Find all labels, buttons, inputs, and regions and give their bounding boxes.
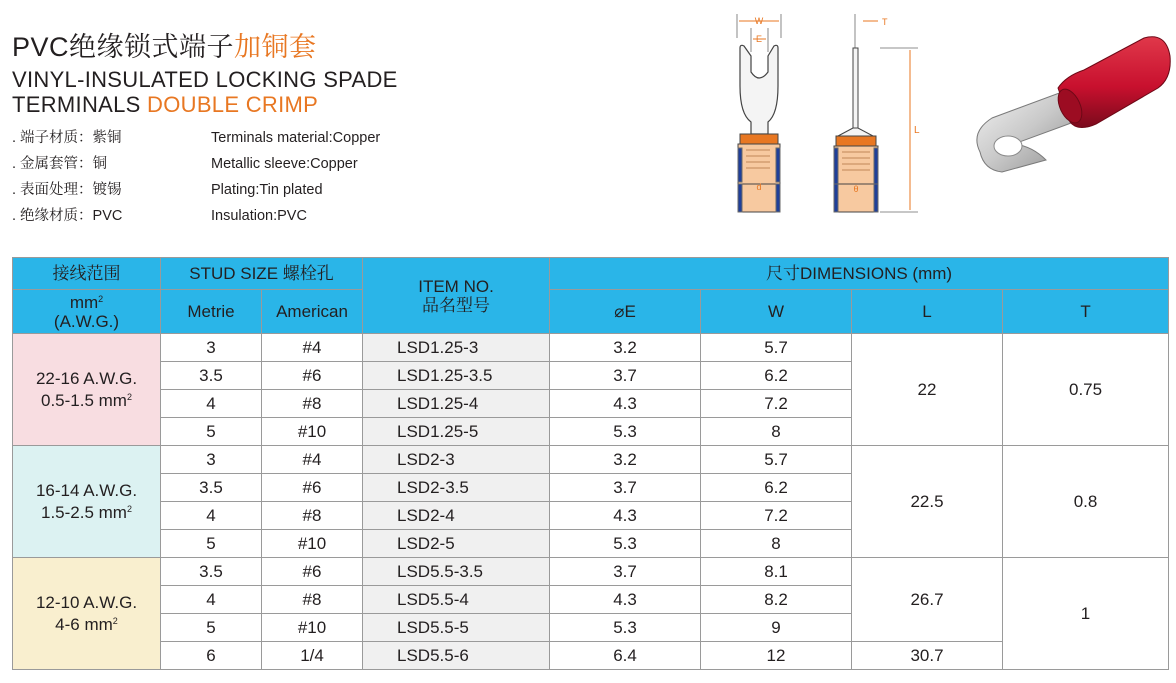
cell-item-no: LSD1.25-5: [363, 418, 550, 446]
header-w: W: [701, 290, 852, 334]
cell-l: 30.7: [852, 642, 1003, 670]
header-metric: Metrie: [161, 290, 262, 334]
cell-e: 3.7: [550, 362, 701, 390]
title-en-accent: DOUBLE CRIMP: [147, 92, 319, 117]
group-range-cell: [13, 446, 161, 558]
cell-metric: 3.5: [161, 362, 262, 390]
cell-metric: 5: [161, 418, 262, 446]
drawing-label-d: d: [756, 182, 762, 192]
cell-e: 4.3: [550, 502, 701, 530]
cell-e: 4.3: [550, 390, 701, 418]
cell-metric: 3.5: [161, 558, 262, 586]
header-l: L: [852, 290, 1003, 334]
cell-e: 3.2: [550, 446, 701, 474]
cell-item-no: LSD5.5-4: [363, 586, 550, 614]
header-unit-awg: (A.W.G.): [53, 311, 120, 331]
cell-american: #8: [262, 502, 363, 530]
cell-e: 6.4: [550, 642, 701, 670]
group-mm: 0.5-1.5 mm: [41, 390, 127, 410]
cell-american: #6: [262, 558, 363, 586]
spec-en: Plating:Tin plated: [211, 182, 323, 198]
title-en-line2-main: TERMINALS: [12, 92, 141, 117]
cell-metric: 4: [161, 390, 262, 418]
cell-american: #10: [262, 530, 363, 558]
header-american: American: [262, 290, 363, 334]
drawing-label-w: W: [754, 16, 764, 26]
side-view: [834, 14, 918, 212]
cell-american: #6: [262, 474, 363, 502]
header-item-cn: 品名型号: [422, 295, 491, 315]
table-row: [13, 334, 1169, 362]
cell-item-no: LSD2-5: [363, 530, 550, 558]
cell-metric: 4: [161, 586, 262, 614]
header-unit-sup: 2: [98, 293, 104, 304]
group-mm-sup: 2: [126, 391, 132, 402]
cell-item-no: LSD1.25-4: [363, 390, 550, 418]
cell-item-no: LSD2-3.5: [363, 474, 550, 502]
cell-t: 0.75: [1003, 334, 1169, 446]
cell-l: 26.7: [852, 558, 1003, 642]
cell-e: 4.3: [550, 586, 701, 614]
cell-metric: 4: [161, 502, 262, 530]
table-row: [13, 642, 1169, 670]
cell-item-no: LSD1.25-3.5: [363, 362, 550, 390]
header-item-en: ITEM NO.: [418, 276, 494, 296]
spec-en: Metallic sleeve:Copper: [211, 156, 358, 172]
cell-metric: 3: [161, 334, 262, 362]
drawing-label-t: T: [882, 17, 888, 27]
cell-american: #4: [262, 334, 363, 362]
header-stud-size: STUD SIZE 螺栓孔: [161, 258, 363, 290]
cell-e: 5.3: [550, 614, 701, 642]
product-photo: [962, 22, 1172, 187]
cell-w: 5.7: [701, 446, 852, 474]
group-awg: 12-10 A.W.G.: [35, 592, 138, 612]
group-range-cell: [13, 558, 161, 670]
cell-item-no: LSD2-3: [363, 446, 550, 474]
drawing-label-e: E: [755, 34, 763, 44]
cell-l: 22: [852, 334, 1003, 446]
header-range-unit: [13, 290, 161, 334]
cell-w: 5.7: [701, 334, 852, 362]
header-item-no: [363, 258, 550, 334]
cell-metric: 5: [161, 614, 262, 642]
cell-w: 7.2: [701, 390, 852, 418]
title-cn-main: PVC绝缘锁式端子: [12, 32, 235, 62]
cell-item-no: LSD1.25-3: [363, 334, 550, 362]
group-range-cell: [13, 334, 161, 446]
cell-e: 3.2: [550, 334, 701, 362]
cell-american: #4: [262, 446, 363, 474]
page-title-cn: [12, 32, 317, 62]
cell-american: #8: [262, 586, 363, 614]
cell-w: 8.1: [701, 558, 852, 586]
cell-t: 0.8: [1003, 446, 1169, 558]
technical-drawing: [718, 8, 928, 218]
cell-w: 6.2: [701, 474, 852, 502]
cell-e: 3.7: [550, 558, 701, 586]
spec-cn: . 表面处理：镀锡: [12, 182, 122, 198]
spec-cn: . 端子材质：紫铜: [12, 130, 122, 146]
drawing-label-l: L: [914, 125, 920, 136]
cell-w: 9: [701, 614, 852, 642]
header-unit-mm: mm: [69, 292, 99, 312]
red-insulation-sleeve: [1053, 37, 1170, 128]
cell-metric: 3: [161, 446, 262, 474]
cell-w: 8.2: [701, 586, 852, 614]
group-mm-sup: 2: [126, 503, 132, 514]
cell-w: 7.2: [701, 502, 852, 530]
group-awg: 22-16 A.W.G.: [35, 368, 138, 388]
spec-cn: . 金属套管：铜: [12, 156, 108, 172]
cell-e: 3.7: [550, 474, 701, 502]
cell-american: 1/4: [262, 642, 363, 670]
header-dimensions: 尺寸DIMENSIONS (mm): [550, 258, 1169, 290]
cell-t: 1: [1003, 558, 1169, 670]
cell-w: 8: [701, 418, 852, 446]
group-mm: 1.5-2.5 mm: [41, 502, 127, 522]
cell-w: 6.2: [701, 362, 852, 390]
cell-metric: 3.5: [161, 474, 262, 502]
page-title-en-line2: [12, 93, 318, 117]
spec-en: Terminals material:Copper: [211, 130, 381, 146]
page-title-en-line1: VINYL-INSULATED LOCKING SPADE: [12, 67, 398, 92]
table-row: [13, 558, 1169, 586]
cell-american: #10: [262, 614, 363, 642]
drawing-label-theta: θ: [853, 184, 859, 194]
spec-table: [12, 257, 1169, 670]
cell-item-no: LSD5.5-6: [363, 642, 550, 670]
cell-item-no: LSD5.5-5: [363, 614, 550, 642]
cell-e: 5.3: [550, 418, 701, 446]
spec-cn: . 绝缘材质：PVC: [12, 208, 123, 224]
group-awg: 16-14 A.W.G.: [35, 480, 138, 500]
cell-american: #6: [262, 362, 363, 390]
group-mm: 4-6 mm: [55, 614, 113, 634]
cell-item-no: LSD2-4: [363, 502, 550, 530]
cell-metric: 6: [161, 642, 262, 670]
title-cn-accent: 加铜套: [234, 32, 317, 62]
cell-item-no: LSD5.5-3.5: [363, 558, 550, 586]
header-range: 接线范围: [13, 258, 161, 290]
table-header-row-2: [13, 290, 1169, 334]
cell-w: 12: [701, 642, 852, 670]
cell-e: 5.3: [550, 530, 701, 558]
cell-american: #10: [262, 418, 363, 446]
header-t: T: [1003, 290, 1169, 334]
cell-american: #8: [262, 390, 363, 418]
table-row: [13, 446, 1169, 474]
cell-w: 8: [701, 530, 852, 558]
cell-metric: 5: [161, 530, 262, 558]
spec-en: Insulation:PVC: [211, 208, 307, 224]
group-mm-sup: 2: [112, 615, 118, 626]
cell-l: 22.5: [852, 446, 1003, 558]
table-header-row-1: [13, 258, 1169, 290]
header-e: ⌀E: [550, 290, 701, 334]
